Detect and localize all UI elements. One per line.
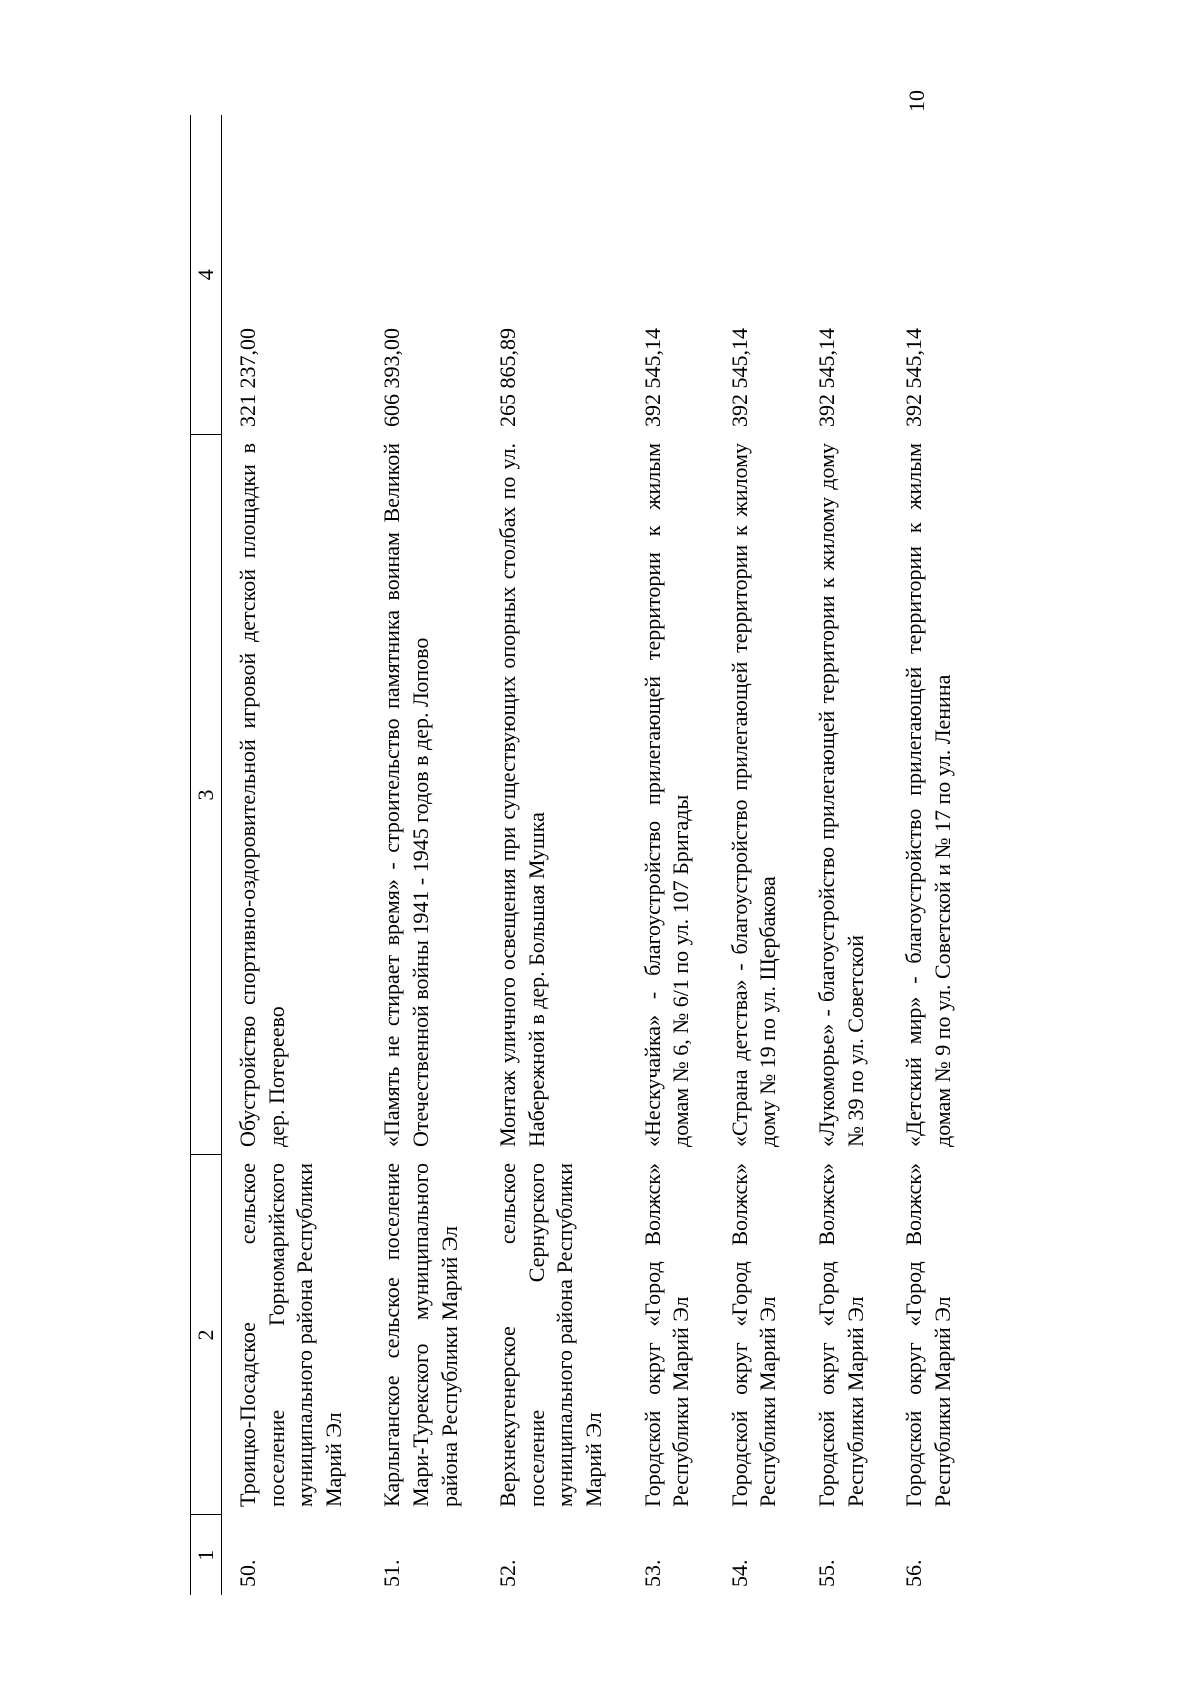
municipality-cell: Городской округ «Город Волжск» Республики Марий Эл — [901, 1163, 955, 1507]
rotated-page-content — [190, 0, 1200, 1595]
row-number: 55. — [813, 1559, 839, 1587]
amount-cell: 392 545,14 — [726, 328, 752, 427]
amount-cell: 321 237,00 — [235, 328, 260, 427]
allocation-table — [190, 115, 975, 1595]
municipality-cell: Верхнекугенерское сельское поселение Сернурского муниципального района Республики Марий Эл — [495, 1163, 606, 1507]
table-row — [222, 115, 367, 1595]
table-row — [714, 115, 801, 1595]
amount-cell: 392 545,14 — [901, 328, 927, 427]
table-row — [366, 115, 482, 1595]
project-cell: Обустройство спортивно-оздоровительной игровой детской площадки в дер. Потереево — [235, 443, 289, 1147]
amount-cell: 265 865,89 — [495, 328, 521, 427]
page-number: 10 — [904, 90, 929, 112]
table-row — [801, 115, 888, 1595]
row-number: 56. — [901, 1559, 927, 1587]
amount-cell: 392 545,14 — [813, 328, 839, 427]
amount-cell: 606 393,00 — [379, 328, 405, 427]
column-header: 1 — [191, 1515, 222, 1595]
row-number: 53. — [639, 1559, 665, 1587]
row-number: 50. — [235, 1559, 260, 1587]
row-number: 52. — [495, 1559, 521, 1587]
project-cell: Монтаж уличного освещения при существующих опорных столбах по ул. Набережной в дер. Большая Мушка — [495, 443, 549, 1147]
project-cell: «Память не стирает время» - строительство памятника воинам Великой Отечественной войны 1941 - 1945 годов в дер. Лопово — [379, 443, 433, 1147]
table-row — [627, 115, 714, 1595]
municipality-cell: Карлыганское сельское поселение Мари-Турекского муниципального района Республики Марий Эл — [379, 1163, 462, 1507]
project-cell: «Лукоморье» - благоустройство прилегающей территории к жилому дому № 39 по ул. Советской — [813, 443, 868, 1147]
column-header: 2 — [191, 1155, 222, 1515]
row-number: 51. — [379, 1559, 405, 1587]
project-cell: «Страна детства» - благоустройство прилегающей территории к жилому дому № 19 по ул. Щербакова — [726, 443, 781, 1147]
municipality-cell: Городской округ «Город Волжск» Республики Марий Эл — [813, 1163, 868, 1507]
municipality-cell: Троицко-Посадское сельское поселение Горномарийского муниципального района Республики Марий Эл — [235, 1163, 346, 1507]
municipality-cell: Городской округ «Город Волжск» Республики Марий Эл — [726, 1163, 781, 1507]
column-header: 3 — [191, 435, 222, 1155]
amount-cell: 392 545,14 — [639, 328, 665, 427]
column-header: 4 — [191, 115, 222, 435]
table-header-row — [191, 115, 222, 1595]
table-row — [482, 115, 626, 1595]
table-row — [888, 115, 975, 1595]
row-number: 54. — [726, 1559, 752, 1587]
project-cell: «Нескучайка» - благоустройство прилегающей территории к жилым домам № 6, № 6/1 по ул. 107 Бригады — [639, 443, 694, 1147]
project-cell: «Детский мир» - благоустройство прилегающей территории к жилым домам № 9 по ул. Советской и № 17 по ул. Ленина — [901, 443, 955, 1147]
municipality-cell: Городской округ «Город Волжск» Республики Марий Эл — [639, 1163, 694, 1507]
